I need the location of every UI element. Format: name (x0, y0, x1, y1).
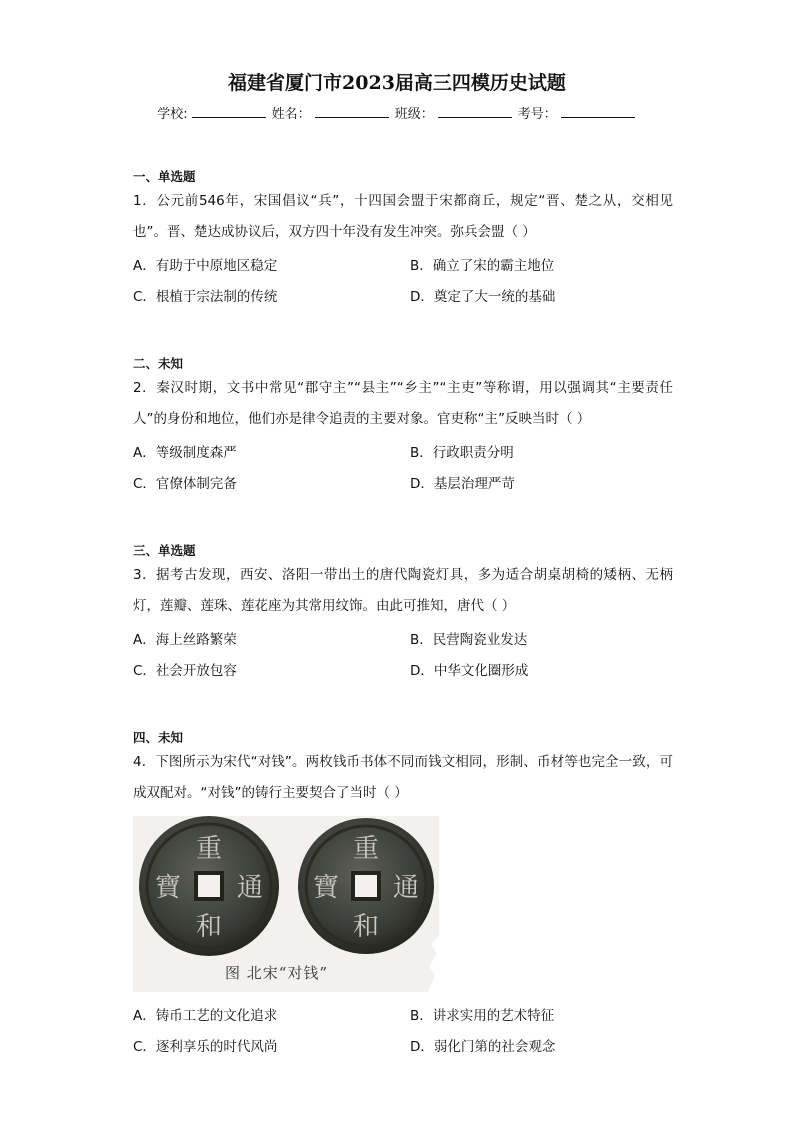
question-text: 4．下图所示为宋代“对钱”。两枚钱币书体不同而钱文相同，形制、币材等也完全一致，可成双配对。“对钱”的铸行主要契合了当时（ ） (133, 754, 673, 801)
option-b[interactable]: B．民营陶瓷业发达 (410, 632, 528, 648)
question-text: 1．公元前546年，宋国倡议“兵”，十四国会盟于宋都商丘，规定“晋、楚之从，交相见也”。晋、楚达成协议后，双方四十年没有发生冲突。弥兵会盟（ ） (133, 193, 673, 240)
section-heading: 一、单选题 (133, 169, 196, 184)
left-coin (139, 816, 279, 956)
option-c[interactable]: C．逐利享乐的时代风尚 (133, 1039, 278, 1055)
name-blank[interactable] (315, 103, 389, 118)
option-d[interactable]: D．奠定了大一统的基础 (410, 289, 556, 305)
option-b[interactable]: B．确立了宋的霸主地位 (410, 258, 555, 274)
right-coin (298, 818, 434, 954)
class-label: 班级： (394, 107, 434, 122)
option-b[interactable]: B．行政职责分明 (410, 445, 514, 461)
exam-number-blank[interactable] (561, 103, 635, 118)
coin-char-right: 通 (236, 873, 264, 903)
coin-char-top: 重 (352, 834, 380, 864)
option-a[interactable]: A．等级制度森严 (133, 445, 237, 461)
page-title: 福建省厦门市2023届高三四模历史试题 (228, 72, 566, 94)
section-heading: 二、未知 (133, 356, 184, 371)
section-heading: 四、未知 (133, 730, 184, 745)
coin-char-bottom: 和 (195, 912, 223, 942)
coin-char-left: 寶 (154, 873, 182, 903)
option-b[interactable]: B．讲求实用的艺术特征 (410, 1008, 555, 1024)
coin-char-right: 通 (392, 873, 420, 903)
option-c[interactable]: C．官僚体制完备 (133, 476, 237, 492)
option-a[interactable]: A．有助于中原地区稳定 (133, 258, 278, 274)
photo-edge (428, 936, 439, 992)
question-text: 3．据考古发现，西安、洛阳一带出土的唐代陶瓷灯具，多为适合胡桌胡椅的矮柄、无柄灯，莲瓣、莲珠、莲花座为其常用纹饰。由此可推知，唐代（ ） (133, 567, 673, 614)
coin-char-left: 寶 (312, 873, 340, 903)
class-blank[interactable] (438, 103, 512, 118)
option-d[interactable]: D．基层治理严苛 (410, 476, 515, 492)
exam-number-label: 考号： (517, 107, 557, 122)
student-info-row (0, 103, 794, 122)
option-a[interactable]: A．铸币工艺的文化追求 (133, 1008, 278, 1024)
option-c[interactable]: C．根植于宗法制的传统 (133, 289, 278, 305)
figure-caption: 图 北宋“对钱” (225, 964, 329, 982)
coin-figure (133, 816, 439, 992)
option-c[interactable]: C．社会开放包容 (133, 663, 237, 679)
coin-char-bottom: 和 (352, 912, 380, 942)
name-label: 姓名： (271, 107, 311, 122)
question-text: 2．秦汉时期，文书中常见“郡守主”“县主”“乡主”“主吏”等称谓，用以强调其“主要责任人”的身份和地位，他们亦是律令追责的主要对象。官吏称“主”反映当时（ ） (133, 380, 673, 427)
option-a[interactable]: A．海上丝路繁荣 (133, 632, 237, 648)
coin-char-top: 重 (195, 834, 223, 864)
school-label: 学校: (157, 107, 188, 122)
option-d[interactable]: D．弱化门第的社会观念 (410, 1039, 556, 1055)
school-blank[interactable] (192, 103, 266, 118)
section-heading: 三、单选题 (133, 543, 196, 558)
option-d[interactable]: D．中华文化圈形成 (410, 663, 529, 679)
